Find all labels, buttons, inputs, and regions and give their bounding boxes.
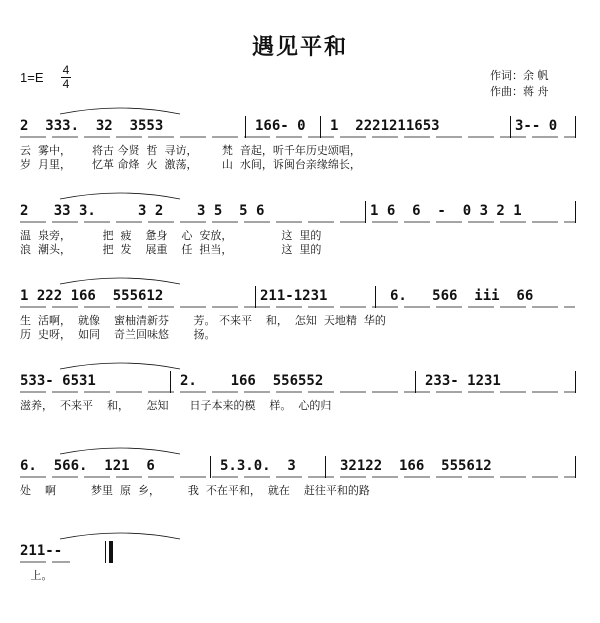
bar-line (210, 456, 211, 478)
measure-notes: 5.3.0. 3 (220, 458, 296, 474)
measure-notes: 2 333. 32 3553 (20, 118, 164, 134)
measure-notes: 2. 166 556552 (180, 373, 324, 389)
lyric-line: 历 史呀， 如同 奇兰回味悠 扬。 (20, 328, 216, 341)
bar-line (245, 116, 246, 138)
measure-notes: 6. 566. 121 6 (20, 458, 155, 474)
notation-line (20, 458, 580, 484)
lyric-line: 滋养， 不来平 和， 怎知 日子本来的模 样。 心的归 (20, 399, 332, 412)
measure-notes: 166- 0 (255, 118, 306, 134)
measure-notes: 211-- (20, 543, 63, 559)
composer-credit: 作曲：蒋 舟 (490, 85, 549, 98)
bar-line (375, 286, 376, 308)
bar-line (575, 456, 576, 478)
measure-notes: 6. 566 iii 66 (390, 288, 534, 304)
bar-line (415, 371, 416, 393)
time-signature (60, 64, 72, 91)
bar-line (510, 116, 511, 138)
bar-line (325, 456, 326, 478)
final-bar-thick (109, 541, 113, 563)
key-signature (20, 63, 70, 91)
bar-line (365, 201, 366, 223)
bar-line (575, 201, 576, 223)
lyric-line: 云 雾中， 将古 今贤 哲 寻访， 梵 音起，听千年历史颂唱， (20, 144, 361, 157)
bar-line (575, 371, 576, 393)
measure-notes: 1 222 166 555612 (20, 288, 164, 304)
lyric-line: 浪 潮头， 把 发 展重 任 担当， 这 里的 (20, 243, 322, 256)
lyric-line: 上。 (20, 569, 53, 582)
key-label: 1=E (20, 70, 44, 85)
measure-notes: 32122 166 555612 (340, 458, 492, 474)
music-system (0, 288, 600, 368)
lyric-line: 生 活啊， 就像 蜜柚清新芬 芳。 不来平 和， 怎知 天地精 华的 (20, 314, 386, 327)
lyric-line: 岁 月里， 忆革 命烽 火 激荡， 山 水间，诉闽台亲缘绵长， (20, 158, 361, 171)
notation-line (20, 543, 580, 569)
bar-line (575, 116, 576, 138)
notation-line (20, 288, 580, 314)
measure-notes: 233- 1231 (425, 373, 501, 389)
notation-line (20, 203, 580, 229)
time-numerator: 4 (62, 63, 70, 77)
measure-notes: 211-1231 (260, 288, 328, 304)
bar-line (320, 116, 321, 138)
measure-notes: 533- 6531 (20, 373, 96, 389)
measure-notes: 2 33 3. 3 2 3 5 5 6 (20, 203, 265, 219)
lyricist-credit: 作词：余 帆 (490, 69, 549, 82)
final-bar-thin (105, 541, 106, 563)
measure-notes: 3-- 0 (515, 118, 558, 134)
time-denominator: 4 (62, 77, 70, 91)
bar-line (170, 371, 171, 393)
credits (490, 68, 549, 100)
lyric-line: 处 啊 梦里 原 乡， 我 不在平和， 就在 赶往平和的路 (20, 484, 370, 497)
notation-line (20, 118, 580, 144)
slur-arc (60, 108, 180, 114)
music-system (0, 118, 600, 198)
music-system (0, 373, 600, 453)
measure-notes: 1 6 6 - 0 3 2 1 (370, 203, 522, 219)
lyric-line: 温 泉旁， 把 疲 惫身 心 安放， 这 里的 (20, 229, 322, 242)
music-system (0, 458, 600, 538)
bar-line (255, 286, 256, 308)
notation-line (20, 373, 580, 399)
music-system (0, 543, 600, 623)
measure-notes: 1 2221211653 (330, 118, 440, 134)
music-system (0, 203, 600, 283)
song-title: 遇见平和 (251, 34, 348, 60)
